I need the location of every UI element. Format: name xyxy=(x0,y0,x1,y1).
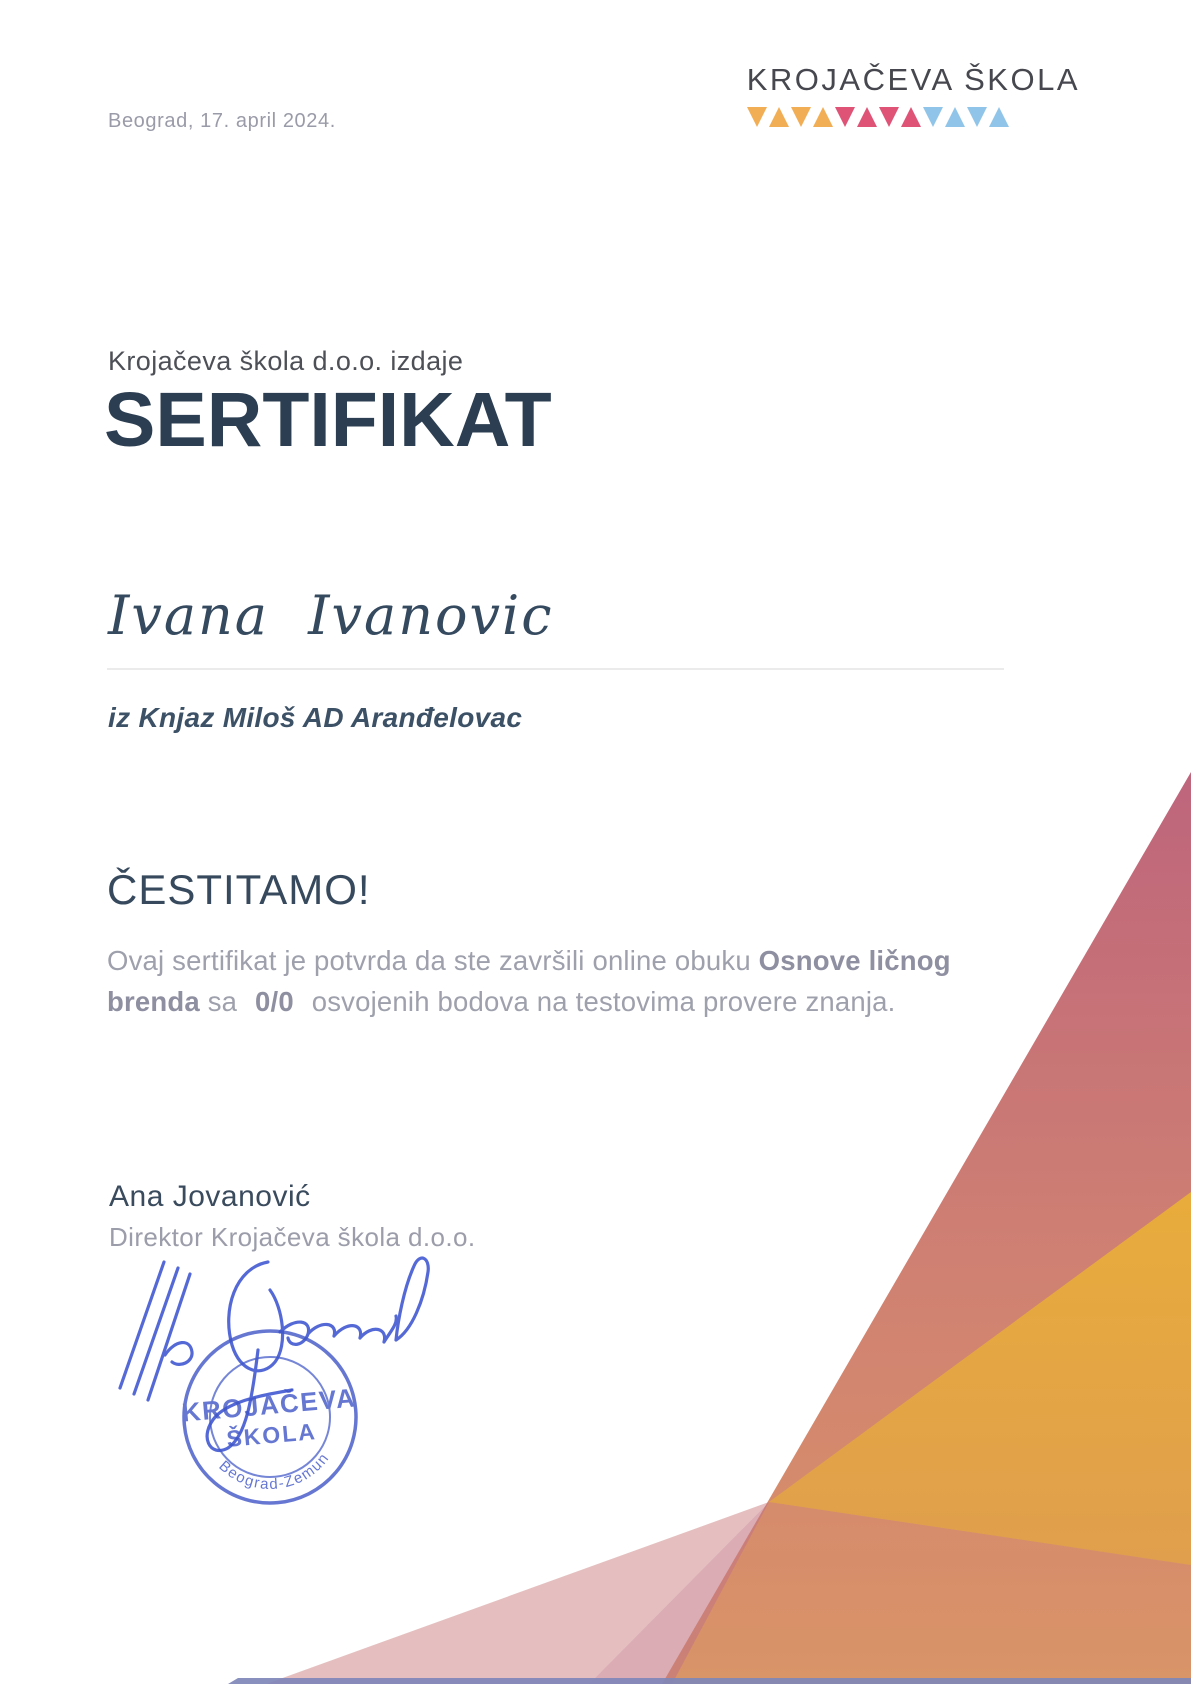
stamp-smudge-arc xyxy=(241,1492,313,1506)
name-underline xyxy=(107,668,1004,670)
recipient-name: Ivana Ivanovic xyxy=(108,584,554,647)
logo-triangle xyxy=(945,107,965,127)
signer-title: Direktor Krojačeva škola d.o.o. xyxy=(109,1222,476,1252)
score-value: 0/0 xyxy=(255,986,294,1017)
signer-name: Ana Jovanović xyxy=(109,1180,311,1213)
logo xyxy=(747,62,1080,129)
congrats-heading: ČESTITAMO! xyxy=(107,866,371,913)
logo-text: KROJAČEVA ŠKOLA xyxy=(746,62,1080,97)
recipient-company: iz Knjaz Miloš AD Aranđelovac xyxy=(108,702,523,733)
bottom-bar xyxy=(228,1678,1191,1684)
certificate-title: SERTIFIKAT xyxy=(104,377,552,463)
date-location: Beograd, 17. april 2024. xyxy=(108,110,336,132)
body-text-3: osvojenih bodova na testovima provere znanja. xyxy=(311,986,896,1017)
logo-triangle xyxy=(813,107,833,127)
logo-triangle xyxy=(879,107,899,127)
course-name-part1: Osnove ličnog xyxy=(758,945,951,976)
body-paragraph xyxy=(107,940,967,1022)
stamp-text-secondary: ŠKOLA xyxy=(225,1418,318,1452)
logo-triangle-strip xyxy=(747,107,1080,129)
body-text-2: sa xyxy=(207,986,238,1017)
body-text-1: Ovaj sertifikat je potvrda da ste završili online obuku xyxy=(107,945,751,976)
logo-triangle xyxy=(857,107,877,127)
signature-stroke xyxy=(396,1258,428,1340)
logo-triangle xyxy=(835,107,855,127)
stamp-text-curved: Beograd-Zemun xyxy=(215,1449,333,1494)
logo-triangle xyxy=(747,107,767,127)
logo-triangle xyxy=(989,107,1009,127)
course-name-part2: brenda xyxy=(107,986,200,1017)
logo-triangle xyxy=(923,107,943,127)
stamp xyxy=(178,1325,362,1509)
logo-triangle xyxy=(791,107,811,127)
logo-triangle xyxy=(769,107,789,127)
logo-triangle xyxy=(901,107,921,127)
logo-triangle xyxy=(967,107,987,127)
issuer-line: Krojačeva škola d.o.o. izdaje xyxy=(108,346,464,376)
stamp-text-primary: KROJAČEVA xyxy=(180,1382,358,1428)
